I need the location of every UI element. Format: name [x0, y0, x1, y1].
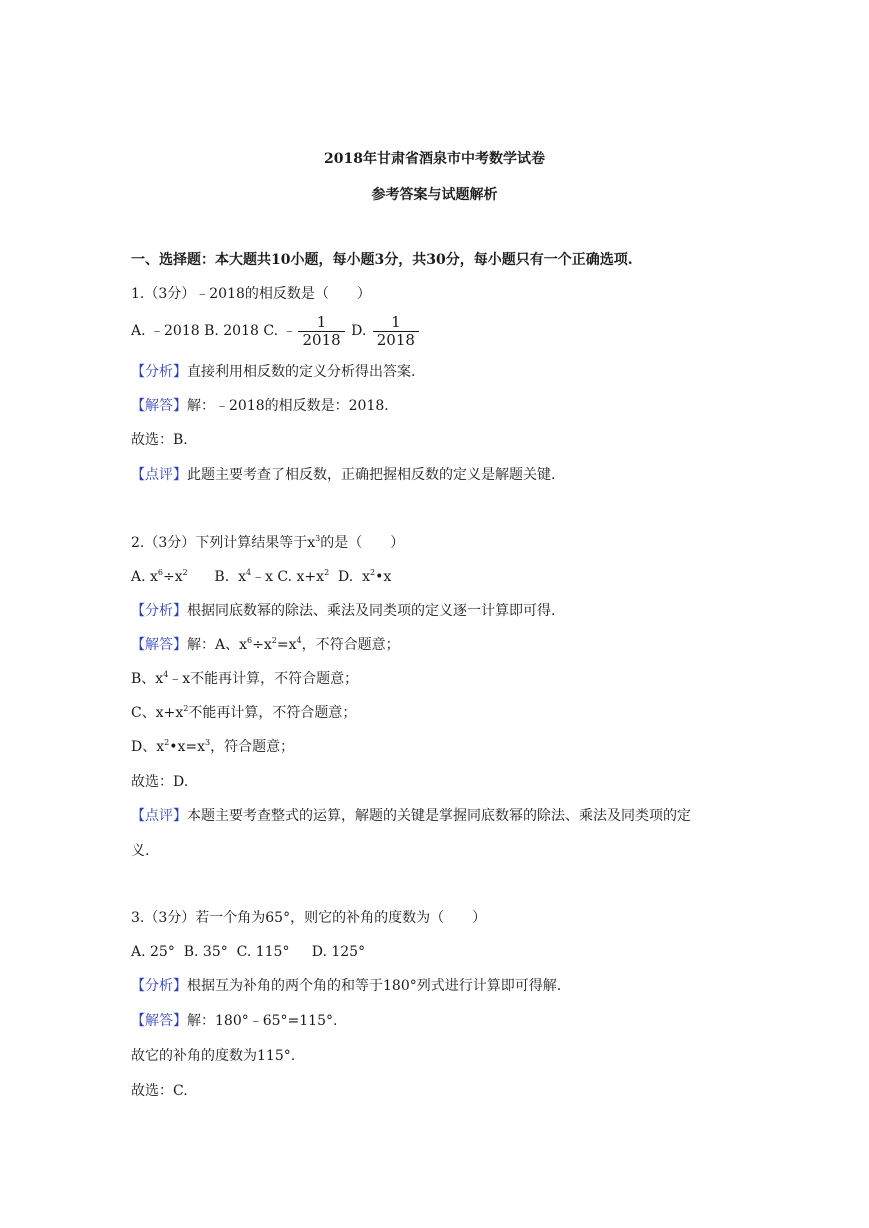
q2-comment — [131, 806, 691, 826]
answer-tag: 【解答】 — [131, 1013, 187, 1029]
q1-stem: 1.（3分）﹣2018的相反数是（ ） — [131, 286, 371, 302]
q2-opt-2e: 2 — [182, 568, 188, 577]
analysis-tag: 【分析】 — [131, 603, 187, 619]
q2-answer-d — [131, 737, 294, 757]
q2-ans-d1: D、x — [131, 739, 165, 755]
q1-comment — [131, 465, 555, 485]
q2-comment-text-1: 本题主要考查整式的运算，解题的关键是掌握同底数幂的除法、乘法及同类项的定 — [187, 808, 691, 824]
q2-ans-b1e: 4 — [163, 670, 169, 679]
q1-fraction-c — [298, 314, 344, 349]
q3-conclusion: 故它的补角的度数为115°. — [131, 1048, 296, 1064]
q1-option-d-label: D. — [346, 323, 371, 339]
answer-tag: 【解答】 — [131, 637, 187, 653]
q2-ans-d3: ，符合题意； — [210, 739, 295, 755]
q2-ans-a2: ÷x — [252, 637, 272, 653]
q3-analysis — [131, 976, 561, 996]
q2-opt-1: A. x — [131, 569, 158, 585]
q3-stem: 3.（3分）若一个角为65°，则它的补角的度数为（ ） — [131, 910, 487, 926]
q2-answer-c — [131, 703, 356, 723]
q2-opt-6: •x — [375, 569, 392, 585]
q2-opt-5: D. x — [329, 569, 371, 585]
q2-opt-3: B. x — [187, 569, 246, 585]
answer-tag: 【解答】 — [131, 398, 187, 414]
q1-answer — [131, 396, 389, 416]
q2-stem-exp: 3 — [315, 534, 321, 543]
q2-ans-b1: B、x — [131, 671, 164, 687]
q3-answer-text: 解：180°﹣65°=115°. — [187, 1013, 338, 1029]
q2-choice: 故选：D. — [131, 774, 189, 790]
q2-ans-d2: •x=x — [169, 739, 205, 755]
q2-opt-2: ÷x — [163, 569, 183, 585]
q2-ans-a3: =x — [276, 637, 297, 653]
q1-answer-text: 解：﹣2018的相反数是：2018. — [187, 398, 389, 414]
page-title: 2018年甘肃省酒泉市中考数学试卷 — [324, 151, 545, 167]
q2-analysis-text: 根据同底数幂的除法、乘法及同类项的定义逐一计算即可得. — [187, 603, 556, 619]
q1-fraction-c-den: 2018 — [302, 330, 341, 349]
q2-analysis — [131, 601, 555, 621]
q2-ans-a4: ，不符合题意； — [301, 637, 400, 653]
q2-opt-4e: 2 — [324, 568, 330, 577]
q2-opt-1e: 6 — [157, 568, 163, 577]
analysis-tag: 【分析】 — [131, 364, 187, 380]
q2-opt-3e: 4 — [245, 568, 252, 577]
q1-analysis-text: 直接利用相反数的定义分析得出答案. — [187, 364, 416, 380]
q1-fraction-c-num: 1 — [298, 314, 344, 332]
q2-stem — [131, 533, 404, 553]
q1-options-ab: A. ﹣2018 B. 2018 C. ﹣ — [131, 323, 297, 339]
q2-opt-5e: 2 — [370, 568, 376, 577]
q2-ans-d2e: 3 — [205, 738, 211, 747]
q1-fraction-d-num: 1 — [373, 314, 419, 332]
q2-ans-b2: ﹣x不能再计算，不符合题意； — [168, 671, 359, 687]
q1-choice: 故选：B. — [131, 432, 188, 448]
q2-stem-a: 2.（3分）下列计算结果等于x — [131, 535, 316, 551]
q1-fraction-d-den: 2018 — [376, 330, 415, 349]
q2-ans-a2e: 2 — [271, 636, 277, 645]
q1-comment-text: 此题主要考查了相反数，正确把握相反数的定义是解题关键. — [187, 467, 556, 483]
q2-ans-c2: 不能再计算，不符合题意； — [188, 705, 357, 721]
q2-opt-4: ﹣x C. x+x — [251, 569, 325, 585]
q3-options: A. 25° B. 35° C. 115° D. 125° — [131, 944, 366, 960]
analysis-tag: 【分析】 — [131, 978, 187, 994]
q3-answer — [131, 1011, 337, 1031]
page-subtitle: 参考答案与试题解析 — [371, 187, 498, 203]
q1-analysis — [131, 362, 415, 382]
q2-ans-c1e: 2 — [183, 704, 189, 713]
q2-ans-d1e: 2 — [164, 738, 170, 747]
q2-answer-b — [131, 669, 358, 689]
q2-ans-a3e: 4 — [296, 636, 302, 645]
q2-stem-b: 的是（ ） — [320, 535, 405, 551]
q1-fraction-d — [373, 314, 419, 349]
q1-options — [131, 312, 421, 350]
q2-answer-a — [131, 635, 400, 655]
q3-analysis-text: 根据互为补角的两个角的和等于180°列式进行计算即可得解. — [187, 978, 562, 994]
q3-choice: 故选：C. — [131, 1083, 188, 1099]
q2-options — [131, 567, 391, 587]
section-heading: 一、选择题：本大题共10小题，每小题3分，共30分，每小题只有一个正确选项. — [131, 252, 633, 268]
q2-ans-c1: C、x+x — [131, 705, 184, 721]
comment-tag: 【点评】 — [131, 467, 187, 483]
comment-tag: 【点评】 — [131, 808, 187, 824]
q2-comment-text-2: 义. — [131, 843, 150, 859]
q2-ans-a1e: 6 — [247, 636, 253, 645]
q2-ans-a1: 解：A、x — [187, 637, 248, 653]
